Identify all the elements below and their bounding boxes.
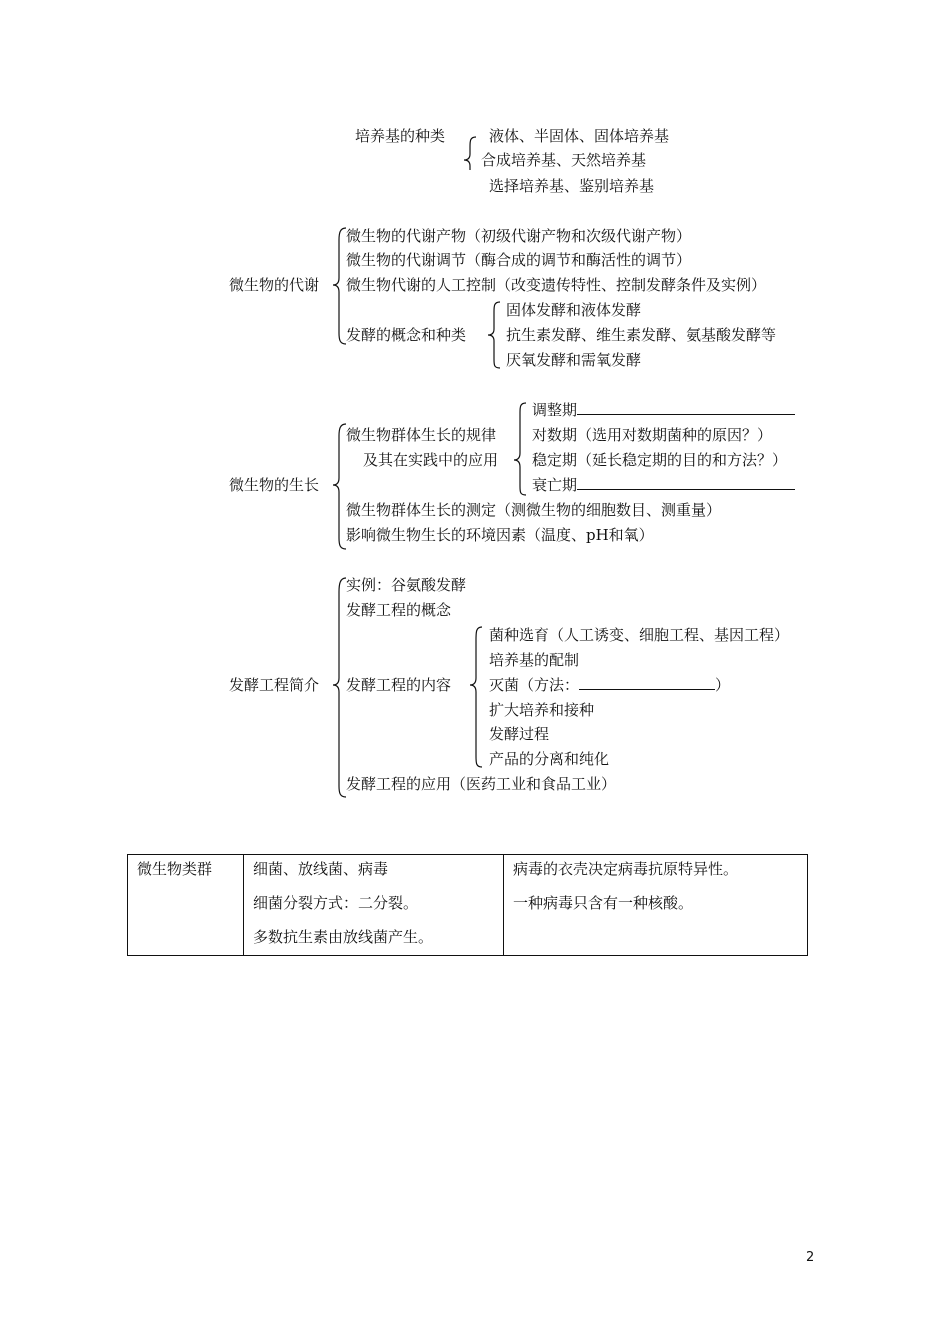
fill-blank-line bbox=[579, 675, 715, 690]
s3-root: 微生物的生长 bbox=[229, 476, 320, 494]
s4-content-item: 培养基的配制 bbox=[489, 651, 580, 669]
s2-item: 微生物代谢的人工控制（改变遗传特性、控制发酵条件及实例） bbox=[346, 276, 767, 294]
s4-content-item: 菌种选育（人工诱变、细胞工程、基因工程） bbox=[489, 626, 790, 644]
s4-item: 发酵工程的内容 bbox=[346, 676, 452, 694]
bracket-s3-sub bbox=[514, 403, 526, 495]
phase-label: 衰亡期 bbox=[532, 476, 578, 494]
page-number: 2 bbox=[806, 1250, 815, 1265]
s2-root: 微生物的代谢 bbox=[229, 276, 320, 294]
s4-content-item: 产品的分离和纯化 bbox=[489, 750, 610, 768]
bracket-s1 bbox=[464, 137, 476, 170]
table-header-cell bbox=[128, 855, 244, 956]
s3-phase bbox=[532, 475, 795, 495]
s3-item: 影响微生物生长的环境因素（温度、pH和氧） bbox=[346, 526, 654, 544]
sterilize-label: 灭菌（方法： bbox=[489, 676, 580, 694]
table-header-text: 微生物类群 bbox=[137, 860, 213, 878]
s2-item: 微生物的代谢产物（初级代谢产物和次级代谢产物） bbox=[346, 227, 692, 245]
table-cell bbox=[504, 855, 808, 956]
table-cell-line: 细菌分裂方式：二分裂。 bbox=[253, 894, 419, 912]
s3-phase: 对数期（选用对数期菌种的原因？） bbox=[532, 426, 773, 444]
s3-phase bbox=[532, 400, 795, 420]
phase-label: 调整期 bbox=[532, 401, 578, 419]
table-cell-line: 病毒的衣壳决定病毒抗原特异性。 bbox=[513, 860, 739, 878]
s1-item: 合成培养基、天然培养基 bbox=[481, 151, 647, 169]
sterilize-close: ） bbox=[715, 676, 731, 694]
s4-item: 发酵工程的概念 bbox=[346, 601, 452, 619]
s3-law-line1: 微生物群体生长的规律 bbox=[346, 426, 497, 444]
s4-item: 发酵工程的应用（医药工业和食品工业） bbox=[346, 775, 617, 793]
s2-item: 微生物的代谢调节（酶合成的调节和酶活性的调节） bbox=[346, 251, 692, 269]
s4-content-item: 扩大培养和接种 bbox=[489, 701, 595, 719]
s2-sub-item: 厌氧发酵和需氧发酵 bbox=[506, 351, 642, 369]
bracket-s2-sub bbox=[488, 302, 500, 368]
table-cell-line: 细菌、放线菌、病毒 bbox=[253, 860, 389, 878]
bracket-s4-sub bbox=[470, 627, 482, 767]
s3-phase: 稳定期（延长稳定期的目的和方法？） bbox=[532, 451, 788, 469]
s4-content-item bbox=[489, 675, 730, 695]
s3-item: 微生物群体生长的测定（测微生物的细胞数目、测重量） bbox=[346, 501, 722, 519]
s2-sub-item: 固体发酵和液体发酵 bbox=[506, 301, 642, 319]
s3-law-line2: 及其在实践中的应用 bbox=[363, 451, 499, 469]
s1-item: 选择培养基、鉴别培养基 bbox=[489, 177, 655, 195]
s4-root: 发酵工程简介 bbox=[229, 676, 320, 694]
bracket-s2 bbox=[333, 228, 346, 344]
table-cell-line: 一种病毒只含有一种核酸。 bbox=[513, 894, 694, 912]
s1-root: 培养基的种类 bbox=[355, 127, 446, 145]
fill-blank-line bbox=[577, 400, 795, 415]
table-cell bbox=[244, 855, 504, 956]
s4-content-item: 发酵过程 bbox=[489, 725, 550, 743]
info-table bbox=[127, 854, 808, 956]
s2-item: 发酵的概念和种类 bbox=[346, 326, 467, 344]
s4-item: 实例：谷氨酸发酵 bbox=[346, 576, 467, 594]
table-cell-line: 多数抗生素由放线菌产生。 bbox=[253, 928, 434, 946]
fill-blank-line bbox=[577, 475, 795, 490]
s1-item: 液体、半固体、固体培养基 bbox=[489, 127, 670, 145]
s2-sub-item: 抗生素发酵、维生素发酵、氨基酸发酵等 bbox=[506, 326, 777, 344]
bracket-s4 bbox=[333, 578, 346, 797]
bracket-s3 bbox=[333, 424, 346, 549]
table-row bbox=[128, 855, 808, 956]
